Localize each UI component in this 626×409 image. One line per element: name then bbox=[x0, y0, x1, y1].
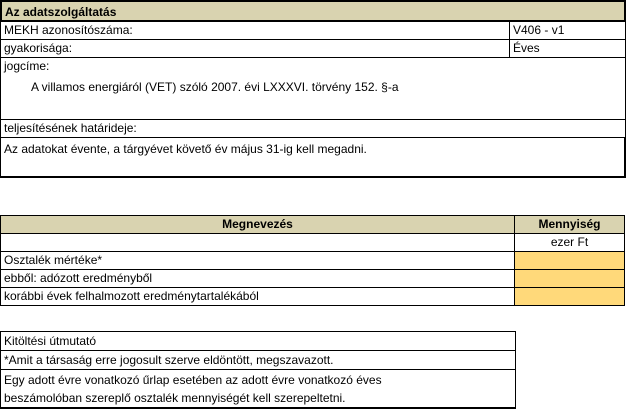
row-input-dividend[interactable] bbox=[514, 251, 625, 270]
info-block bbox=[0, 0, 626, 180]
row-label-dividend: Osztalék mértéke* bbox=[0, 251, 515, 270]
row-input-retained-earnings[interactable] bbox=[514, 287, 625, 306]
row-label-retained-earnings: korábbi évek felhalmozott eredménytartalékából bbox=[0, 287, 515, 306]
unit-row-blank bbox=[0, 233, 515, 252]
row-label-taxed-profit: ebből: adózott eredményből bbox=[0, 269, 515, 288]
guide-title: Kitöltési útmutató bbox=[0, 331, 516, 351]
row-input-taxed-profit[interactable] bbox=[514, 269, 625, 288]
guide-note-2-line-2: beszámolóban szereplő osztalék mennyiségét kell szerepeltetni. bbox=[4, 391, 346, 405]
info-title: Az adatszolgáltatás bbox=[0, 0, 626, 22]
col-header-qty: Mennyiség bbox=[514, 215, 625, 234]
guide-note-2-line-1: Egy adott évre vonatkozó űrlap esetében az adott évre vonatkozó éves bbox=[4, 373, 382, 387]
deadline-label: teljesítésének határideje: bbox=[0, 119, 626, 138]
deadline-value: Az adatokat évente, a tárgyévet követő év május 31-ig kell megadni. bbox=[0, 137, 626, 178]
legal-value: A villamos energiáról (VET) szóló 2007. évi LXXXVI. törvény 152. §-a bbox=[0, 75, 626, 120]
freq-value: Éves bbox=[509, 39, 626, 58]
legal-label: jogcíme: bbox=[0, 57, 626, 76]
unit-label: ezer Ft bbox=[514, 233, 625, 252]
freq-label: gyakorisága: bbox=[0, 39, 510, 58]
guide-note-2 bbox=[0, 369, 516, 409]
guide-block bbox=[0, 331, 516, 409]
data-table bbox=[0, 215, 626, 311]
col-header-name: Megnevezés bbox=[0, 215, 515, 234]
mekh-value: V406 - v1 bbox=[509, 21, 626, 40]
mekh-label: MEKH azonosítószáma: bbox=[0, 21, 510, 40]
guide-note-1: *Amit a társaság erre jogosult szerve eldöntött, megszavazott. bbox=[0, 350, 516, 370]
